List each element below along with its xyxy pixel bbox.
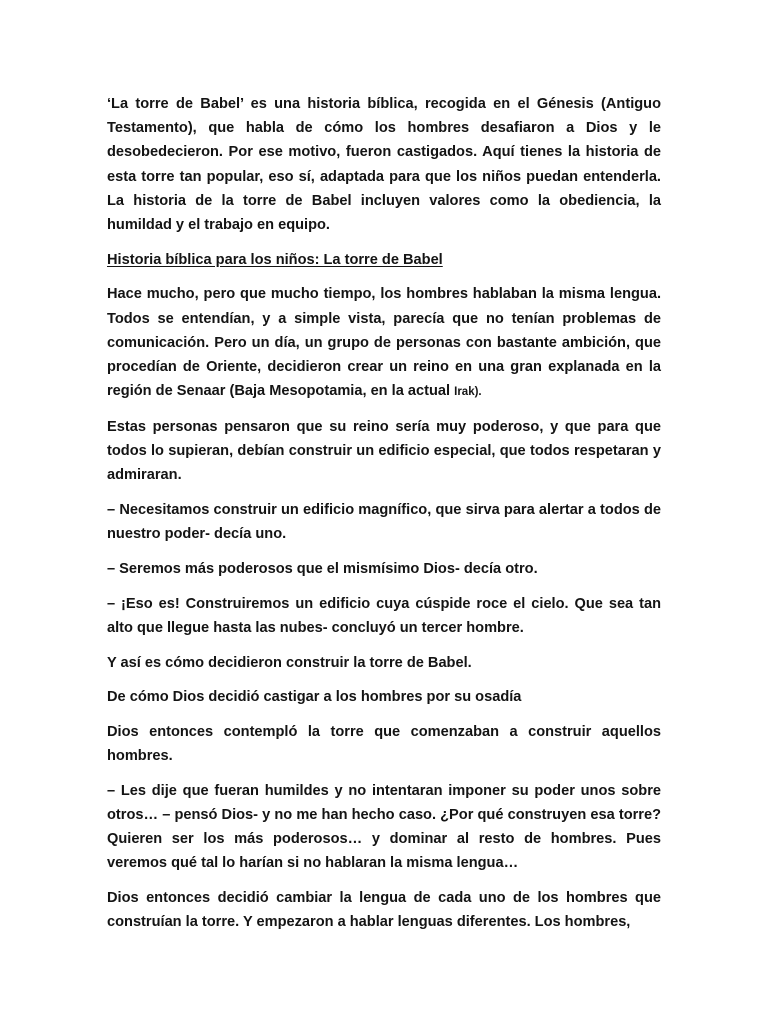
body-paragraph: Estas personas pensaron que su reino sería muy poderoso, y que para que todos lo supieran, debían construir un edificio especial, que todos respetaran y admiraran. [107, 418, 661, 484]
body-paragraph [107, 282, 661, 404]
section-heading-text: Historia bíblica para los niños: La torre de Babel [107, 251, 443, 268]
body-paragraph-tail: Irak). [454, 386, 482, 399]
dialogue-paragraph: – Les dije que fueran humildes y no intentaran imponer su poder unos sobre otros… – pensó Dios- y no me han hecho caso. ¿Por qué construyen esa torre? Quieren ser los más poderosos… y dominar al resto de hombres. Pues veremos qué tal lo harían si no hablaran la misma lengua… [107, 782, 661, 872]
body-paragraph: Dios entonces decidió cambiar la lengua de cada uno de los hombres que construían la torre. Y empezaron a hablar lenguas diferentes. Los hombres, [107, 890, 661, 931]
dialogue-paragraph: – Necesitamos construir un edificio magnífico, que sirva para alertar a todos de nuestro poder- decía uno. [107, 502, 661, 543]
body-paragraph-text: Hace mucho, pero que mucho tiempo, los hombres hablaban la misma lengua. Todos se entendían, y a simple vista, parecía que no tenían problemas de comunicación. Pero un día, un grupo de personas con bastante ambición, que procedían de Oriente, decidieron crear un reino en una gran explanada en la región de Senaar (Baja Mesopotamia, en la actual [107, 286, 661, 400]
section-heading [107, 248, 661, 272]
dialogue-paragraph: – ¡Eso es! Construiremos un edificio cuya cúspide roce el cielo. Que sea tan alto que llegue hasta las nubes- concluyó un tercer hombre. [107, 595, 661, 636]
intro-paragraph: ‘La torre de Babel’ es una historia bíblica, recogida en el Génesis (Antiguo Testamento), que habla de cómo los hombres desafiaron a Dios y le desobedecieron. Por ese motivo, fueron castigados. Aquí tienes la historia de esta torre tan popular, eso sí, adaptada para que los niños puedan entenderla. La historia de la torre de Babel incluyen valores como la obediencia, la humildad y el trabajo en equipo. [107, 96, 661, 234]
body-paragraph: Dios entonces contempló la torre que comenzaban a construir aquellos hombres. [107, 723, 661, 765]
document-body [107, 92, 661, 945]
body-paragraph: Y así es cómo decidieron construir la torre de Babel. [107, 654, 472, 671]
subheading: De cómo Dios decidió castigar a los hombres por su osadía [107, 689, 522, 706]
dialogue-paragraph: – Seremos más poderosos que el mismísimo Dios- decía otro. [107, 560, 538, 577]
